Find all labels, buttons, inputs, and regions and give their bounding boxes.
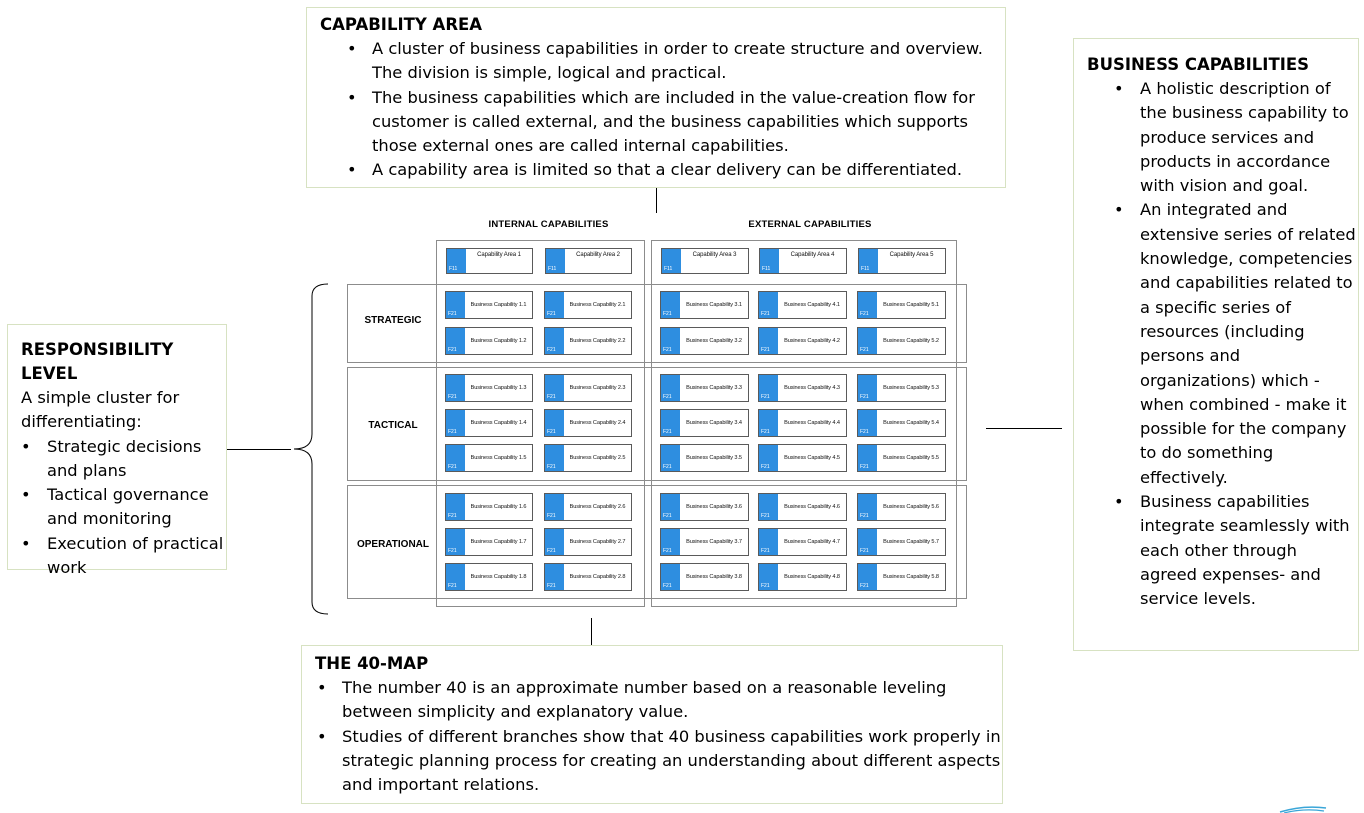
capability-tag-label: F21 (663, 394, 672, 400)
capability-label: Business Capability 1.1 (470, 302, 527, 308)
capability-label: Business Capability 1.7 (470, 539, 527, 545)
capability-label: Business Capability 3.1 (686, 302, 742, 308)
capability-tag (661, 445, 680, 471)
business-capability-card (857, 563, 946, 591)
capability-label: Capability Area 4 (790, 252, 835, 258)
capability-tag (859, 249, 878, 273)
level-label-operational: OPERATIONAL (356, 539, 430, 550)
capability-label: Business Capability 5.2 (883, 338, 939, 344)
capability-label: Business Capability 5.6 (883, 504, 939, 510)
capability-label: Business Capability 1.4 (470, 420, 527, 426)
business-capability-card (544, 327, 632, 355)
capability-tag-label: F21 (761, 394, 770, 400)
capability-tag-label: F11 (548, 266, 557, 272)
capability-tag (661, 292, 680, 318)
capability-area-card (858, 248, 946, 274)
capability-tag-label: F21 (761, 548, 770, 554)
business-capability-card (758, 493, 847, 521)
capability-label: Business Capability 1.5 (470, 455, 527, 461)
business-capability-card (660, 528, 749, 556)
business-capabilities-note (1073, 38, 1359, 651)
capability-tag-label: F21 (547, 311, 556, 317)
capability-tag (759, 564, 778, 590)
capability-tag (661, 328, 680, 354)
capability-tag-label: F21 (761, 513, 770, 519)
capability-tag (661, 494, 680, 520)
capability-tag (858, 564, 877, 590)
capability-area-list (320, 37, 1005, 183)
business-capability-card (758, 291, 847, 319)
responsibility-level-list (21, 435, 226, 581)
capability-area-connector (656, 188, 657, 213)
capability-tag (446, 564, 465, 590)
capability-tag (661, 375, 680, 401)
external-capabilities-header: EXTERNAL CAPABILITIES (748, 219, 872, 230)
capability-tag (545, 410, 564, 436)
capability-tag-label: F21 (547, 548, 556, 554)
map40-bullet: • Studies of different branches show that 40 business capabilities work properly in strategic planning process for creating an understanding about different aspects and important relations. (315, 725, 1002, 798)
business-capability-card (660, 563, 749, 591)
capability-tag-label: F11 (664, 266, 673, 272)
capability-tag-label: F21 (663, 548, 672, 554)
capability-tag-label: F21 (547, 394, 556, 400)
capability-tag-label: F21 (448, 464, 457, 470)
capability-tag (446, 445, 465, 471)
capability-area-bullet: • The business capabilities which are included in the value-creation flow for customer is called external, and the business capabilities which supports those external ones are called internal capabilities. (320, 86, 1005, 159)
capability-tag-label: F21 (663, 513, 672, 519)
capability-tag (446, 375, 465, 401)
capability-tag-label: F21 (663, 429, 672, 435)
capability-label: Business Capability 2.3 (569, 385, 626, 391)
capability-tag-label: F21 (761, 311, 770, 317)
capability-tag (446, 529, 465, 555)
capability-tag-label: F21 (663, 464, 672, 470)
capability-tag-label: F21 (448, 347, 457, 353)
capability-tag (759, 292, 778, 318)
capability-tag-label: F21 (663, 347, 672, 353)
capability-tag (545, 445, 564, 471)
business-capabilities-bullet: • An integrated and extensive series of related knowledge, competencies and capabilities related to a specific series of resources (including persons and organizations) which - when combined - make it possible for the company to do something effectively. (1087, 198, 1358, 490)
responsibility-level-bullet: • Strategic decisions and plans (21, 435, 226, 484)
capability-label: Business Capability 2.4 (569, 420, 626, 426)
capability-label: Business Capability 3.4 (686, 420, 742, 426)
capability-tag (545, 375, 564, 401)
capability-label: Business Capability 4.2 (784, 338, 840, 344)
logo-icon (1278, 805, 1328, 813)
business-capability-card (758, 327, 847, 355)
capability-tag-label: F11 (449, 266, 458, 272)
capability-label: Capability Area 2 (576, 252, 620, 258)
capability-tag (760, 249, 779, 273)
business-capability-card (544, 444, 632, 472)
business-capability-card (660, 327, 749, 355)
map40-bullet: • The number 40 is an approximate number based on a reasonable leveling between simplicity and explanatory value. (315, 676, 1002, 725)
capability-label: Business Capability 1.3 (470, 385, 527, 391)
responsibility-level-bullet: • Tactical governance and monitoring (21, 483, 226, 532)
capability-area-card (661, 248, 749, 274)
capability-tag (759, 375, 778, 401)
capability-label: Capability Area 3 (692, 252, 737, 258)
business-capability-card (857, 528, 946, 556)
capability-tag-label: F21 (547, 583, 556, 589)
responsibility-level-connector (227, 449, 291, 450)
business-capability-card (445, 493, 533, 521)
capability-tag-label: F21 (448, 548, 457, 554)
capability-label: Business Capability 4.7 (784, 539, 840, 545)
business-capability-card (445, 563, 533, 591)
capability-tag (446, 494, 465, 520)
responsibility-level-note (7, 324, 227, 578)
capability-tag (759, 494, 778, 520)
capability-tag-label: F21 (860, 464, 869, 470)
business-capability-card (857, 493, 946, 521)
capability-tag (662, 249, 681, 273)
capability-tag-label: F21 (860, 347, 869, 353)
capability-tag-label: F21 (547, 513, 556, 519)
capability-area-card (759, 248, 847, 274)
capability-label: Business Capability 3.8 (686, 574, 742, 580)
business-capability-card (445, 528, 533, 556)
capability-tag-label: F21 (448, 394, 457, 400)
capability-tag (546, 249, 565, 273)
capability-area-bullet: • A cluster of business capabilities in order to create structure and overview. The division is simple, logical and practical. (320, 37, 1005, 86)
capability-label: Business Capability 2.8 (569, 574, 626, 580)
business-capability-card (857, 374, 946, 402)
business-capability-card (758, 409, 847, 437)
capability-tag-label: F21 (860, 311, 869, 317)
business-capability-card (660, 493, 749, 521)
map40-connector (591, 618, 592, 645)
business-capability-card (544, 493, 632, 521)
capability-label: Business Capability 1.2 (470, 338, 527, 344)
capability-tag (858, 292, 877, 318)
capability-tag-label: F11 (861, 266, 870, 272)
capability-tag-label: F21 (663, 311, 672, 317)
capability-tag-label: F21 (547, 429, 556, 435)
business-capabilities-bullet: • Business capabilities integrate seamlessly with each other through agreed expenses- and service levels. (1087, 490, 1358, 611)
capability-tag-label: F21 (448, 311, 457, 317)
capability-label: Business Capability 4.4 (784, 420, 840, 426)
business-capabilities-title: BUSINESS CAPABILITIES (1087, 55, 1309, 74)
capability-tag (759, 410, 778, 436)
capability-tag-label: F21 (761, 464, 770, 470)
capability-label: Business Capability 2.5 (569, 455, 626, 461)
capability-label: Business Capability 3.6 (686, 504, 742, 510)
capability-tag (661, 564, 680, 590)
capability-area-note (306, 7, 1006, 188)
capability-tag (545, 564, 564, 590)
capability-label: Business Capability 4.3 (784, 385, 840, 391)
responsibility-level-intro: A simple cluster for differentiating: (21, 388, 180, 432)
business-capability-card (758, 528, 847, 556)
responsibility-level-title: RESPONSIBILITY LEVEL (21, 340, 174, 383)
responsibility-level-bullet: • Execution of practical work (21, 532, 226, 581)
capability-tag (759, 529, 778, 555)
capability-label: Business Capability 3.7 (686, 539, 742, 545)
capability-tag-label: F21 (860, 429, 869, 435)
business-capabilities-bullet: • A holistic description of the business capability to produce services and products in accordance with vision and goal. (1087, 77, 1358, 198)
capability-tag (545, 529, 564, 555)
capability-label: Business Capability 4.8 (784, 574, 840, 580)
business-capability-card (445, 291, 533, 319)
capability-tag-label: F21 (547, 347, 556, 353)
business-capability-card (857, 327, 946, 355)
capability-tag (858, 375, 877, 401)
business-capability-card (544, 374, 632, 402)
business-capability-card (660, 374, 749, 402)
business-capability-card (544, 409, 632, 437)
business-capability-card (445, 327, 533, 355)
capability-label: Business Capability 3.3 (686, 385, 742, 391)
capability-label: Business Capability 2.2 (569, 338, 626, 344)
capability-label: Business Capability 3.2 (686, 338, 742, 344)
map40-title: THE 40-MAP (315, 654, 429, 673)
capability-tag-label: F21 (448, 513, 457, 519)
level-label-strategic: STRATEGIC (364, 315, 422, 326)
business-capability-card (758, 444, 847, 472)
capability-label: Business Capability 4.5 (784, 455, 840, 461)
map40-note (301, 645, 1003, 804)
capability-label: Business Capability 5.8 (883, 574, 939, 580)
capability-tag (446, 410, 465, 436)
capability-tag-label: F21 (448, 429, 457, 435)
capability-label: Business Capability 1.8 (470, 574, 527, 580)
capability-tag (545, 494, 564, 520)
business-capability-card (544, 291, 632, 319)
capability-label: Business Capability 4.6 (784, 504, 840, 510)
business-capability-card (445, 374, 533, 402)
business-capability-card (445, 444, 533, 472)
capability-label: Business Capability 2.1 (569, 302, 626, 308)
capability-area-title: CAPABILITY AREA (320, 15, 483, 34)
capability-tag-label: F21 (860, 513, 869, 519)
capability-area-card (545, 248, 632, 274)
capability-tag-label: F21 (448, 583, 457, 589)
capability-tag-label: F21 (663, 583, 672, 589)
business-capability-card (660, 409, 749, 437)
business-capabilities-list (1087, 77, 1358, 612)
business-capability-card (660, 444, 749, 472)
capability-tag (759, 328, 778, 354)
capability-tag-label: F21 (761, 583, 770, 589)
capability-label: Capability Area 5 (889, 252, 934, 258)
business-capability-card (758, 374, 847, 402)
level-label-tactical: TACTICAL (368, 420, 418, 431)
capability-label: Business Capability 5.3 (883, 385, 939, 391)
capability-tag (858, 328, 877, 354)
map40-list (315, 676, 1002, 797)
capability-tag (858, 529, 877, 555)
business-capability-card (857, 444, 946, 472)
business-capability-card (758, 563, 847, 591)
capability-tag-label: F21 (547, 464, 556, 470)
capability-label: Business Capability 5.7 (883, 539, 939, 545)
capability-tag (858, 445, 877, 471)
capability-label: Business Capability 5.1 (883, 302, 939, 308)
business-capabilities-connector (986, 428, 1062, 429)
capability-area-bullet: • A capability area is limited so that a clear delivery can be differentiated. (320, 158, 1005, 182)
capability-tag (858, 410, 877, 436)
capability-tag (446, 328, 465, 354)
capability-tag (759, 445, 778, 471)
capability-label: Business Capability 1.6 (470, 504, 527, 510)
business-capability-card (544, 528, 632, 556)
capability-tag-label: F21 (860, 583, 869, 589)
capability-tag (858, 494, 877, 520)
capability-tag-label: F21 (860, 394, 869, 400)
capability-tag (661, 410, 680, 436)
capability-label: Business Capability 3.5 (686, 455, 742, 461)
business-capability-card (857, 409, 946, 437)
business-capability-card (857, 291, 946, 319)
capability-tag (446, 292, 465, 318)
internal-capabilities-header: INTERNAL CAPABILITIES (488, 219, 609, 230)
capability-tag (447, 249, 466, 273)
business-capability-card (544, 563, 632, 591)
capability-label: Business Capability 4.1 (784, 302, 840, 308)
business-capability-card (660, 291, 749, 319)
capability-label: Business Capability 2.7 (569, 539, 626, 545)
capability-tag-label: F11 (762, 266, 771, 272)
capability-label: Capability Area 1 (477, 252, 521, 258)
capability-label: Business Capability 5.5 (883, 455, 939, 461)
capability-tag-label: F21 (761, 429, 770, 435)
capability-label: Business Capability 2.6 (569, 504, 626, 510)
business-capability-card (445, 409, 533, 437)
capability-tag (661, 529, 680, 555)
capability-label: Business Capability 5.4 (883, 420, 939, 426)
brace-icon (290, 282, 330, 617)
capability-tag-label: F21 (761, 347, 770, 353)
capability-area-card (446, 248, 533, 274)
capability-tag (545, 328, 564, 354)
capability-tag-label: F21 (860, 548, 869, 554)
capability-tag (545, 292, 564, 318)
